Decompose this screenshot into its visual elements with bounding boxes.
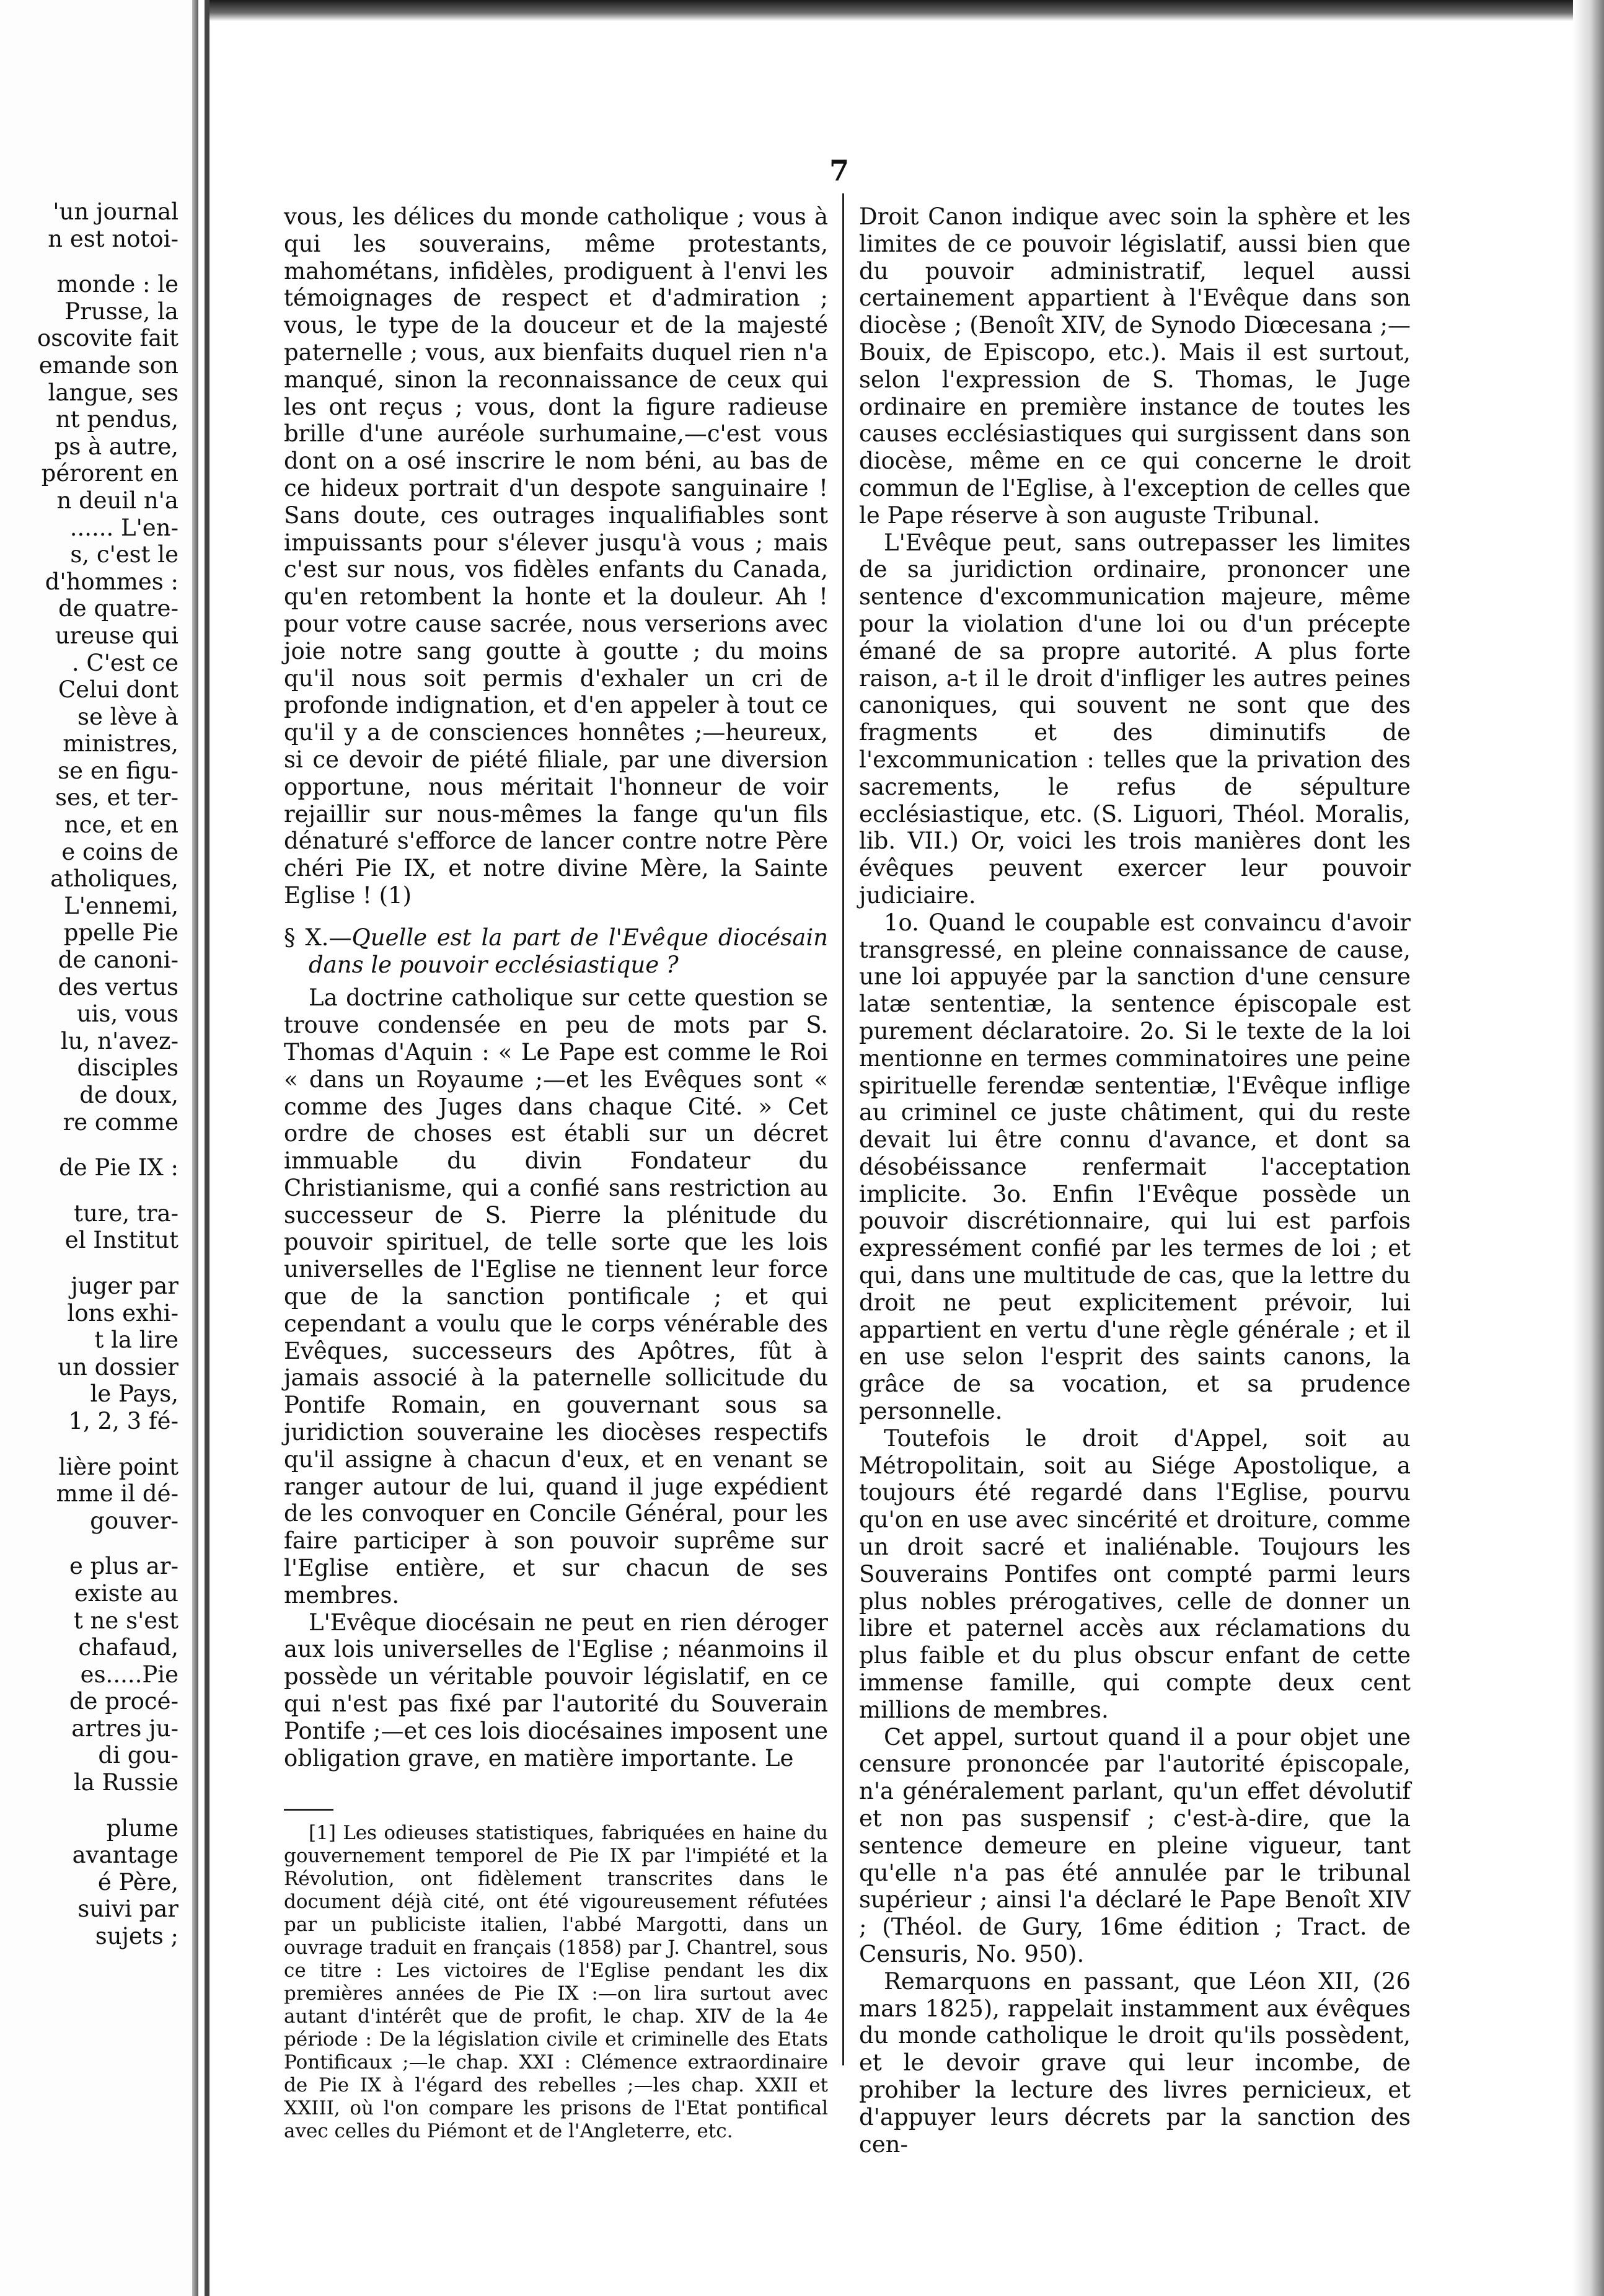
left-page-fragment: disciples [77,1054,178,1082]
left-page-fragment: pérorent en [41,460,178,487]
left-page-edge [0,0,198,2296]
left-page-fragment: n est notoi- [48,225,178,252]
column-left [284,203,828,2143]
left-page-fragment: juger par [71,1272,178,1299]
left-page-fragment: emande son [38,351,178,379]
paragraph: L'Evêque peut, sans outrepasser les limites de sa juridiction ordinaire, prononcer une sentence d'excommunication majeure, même pour la violation d'une loi ou d'un précepte émané de sa propre autorité. A plus forte raison, a-t il le droit d'infliger les autres peines canoniques, qui souvent ne sont que des fragments et des diminutifs de l'excommunication : telles que la privation des sacrements, le refus de sépulture ecclésiastique, etc. (S. Liguori, Théol. Moralis, lib. VII.) Or, voici les trois manières dont les évêques peuvent exercer leur pouvoir judiciaire. [859,529,1411,909]
left-page-fragment: 1, 2, 3 fé- [68,1407,178,1434]
paragraph: 1o. Quand le coupable est convaincu d'avoir transgressé, en pleine connaissance de cause, une loi appuyée par la sanction d'une censure latæ sententiæ, la sentence épiscopale est purement déclaratoire. 2o. Si le texte de la loi mentionne en termes comminatoires une peine spirituelle ferendæ sententiæ, l'Evêque inflige au criminel ce juste châtiment, qui du reste devait lui être connu d'avance, et dont sa désobéissance renfermait l'acceptation implicite. 3o. Enfin l'Evêque possède un pouvoir discrétionnaire, qui lui est parfois expressément confié par les termes de loi ; et qui, dans une multitude de cas, que la lettre du droit ne peut explicitement prévoir, lui appartient en vertu d'une règle générale ; et il en use selon l'esprit des saints canons, la grâce de sa vocation, et sa prudence personnelle. [859,909,1411,1425]
left-page-fragment: t la lire [94,1327,178,1354]
footnote-divider [284,1809,333,1811]
left-page-fragment: lière point [58,1453,178,1480]
left-page-fragment: s, c'est le [70,541,178,568]
left-page-fragment: ture, tra- [74,1199,178,1227]
column-divider [842,193,844,2065]
left-page-fragment: nce, et en [64,811,178,839]
paragraph: L'Evêque diocésain ne peut en rien déroger aux lois universelles de l'Eglise ; néanmoins il possède un véritable pouvoir législatif, en ce qui n'est pas fixé par l'autorité du Souverain Pontife ;—et ces lois diocésaines imposent une obligation grave, en matière importante. Le [284,1609,828,1772]
page-top-border [205,0,1604,21]
left-page-fragment: sujets ; [95,1923,178,1950]
left-page-fragment: Celui dont [58,676,178,704]
paragraph: La doctrine catholique sur cette question se trouve condensée en peu de mots par S. Thomas d'Aquin : « Le Pape est comme le Roi « dans un Royaume ;—et les Evêques sont « comme des Juges dans chaque Cité. » Cet ordre de choses est établi sur un décret immuable du divin Fondateur du Christianisme, qui a confié sans restriction au successeur de S. Pierre la plénitude du pouvoir spirituel, de telle sorte que les lois universelles de l'Eglise ne tiennent leur force que de la sanction pontificale ; et qui cependant a voulu que le corps vénérable des Evêques, successeurs des Apôtres, fût à jamais associé à la paternelle sollicitude du Pontife Romain, en gouvernant sous sa juridiction souveraine les diocèses respectifs qu'il assigne à chacun d'eux, et en venant se ranger autour de lui, quand il juge expédient de les convoquer en Concile Général, pour les faire participer à son pouvoir suprême sur l'Eglise entière, et sur chacun de ses membres. [284,984,828,1609]
left-page-text-fragments [0,198,178,1950]
left-page-fragment: plume [106,1814,178,1842]
left-page-fragment: ses, et ter- [55,784,178,811]
left-page-fragment: suivi par [77,1896,178,1923]
left-page-fragment: mme il dé- [56,1480,178,1508]
paragraph: Droit Canon indique avec soin la sphère et les limites de ce pouvoir législatif, aussi bien que du pouvoir administratif, lequel aussi certainement appartient à l'Evêque dans son diocèse ; (Benoît XIV, de Synodo Diœcesana ;—Bouix, de Episcopo, etc.). Mais il est surtout, selon l'expression de S. Thomas, le Juge ordinaire en première instance de toutes les causes ecclésiastiques qui surgissent dans son diocèse, même en ce qui concerne le droit commun de l'Eglise, à l'exception de celles que le Pape réserve à son auguste Tribunal. [859,203,1411,529]
column-right [859,203,1411,2158]
left-page-fragment: se lève à [77,703,178,730]
left-page-fragment: langue, ses [48,379,178,406]
left-page-fragment: oscovite fait [37,325,178,352]
left-page-fragment: d'hommes : [45,568,178,595]
page-fold-shadow [192,0,198,2296]
left-page-fragment: le Pays, [90,1380,178,1408]
left-page-fragment: n deuil n'a [56,487,178,514]
left-page-fragment: e plus ar- [69,1553,178,1580]
left-page-fragment: de procé- [69,1688,178,1715]
left-page-fragment: chafaud, [78,1634,178,1661]
left-page-fragment: Prusse, la [64,298,178,325]
left-page-fragment: se en figu- [58,757,178,784]
left-page-fragment: di gou- [98,1742,178,1769]
left-page-fragment: 'un journal [53,198,178,225]
left-page-fragment: atholiques, [50,865,178,893]
left-page-fragment: é Père, [97,1868,178,1896]
left-page-fragment: el Institut [64,1227,178,1254]
right-page [205,0,1604,2296]
paragraph: Cet appel, surtout quand il a pour objet une censure prononcée par l'autorité épiscopale, n'a généralement parlant, qu'un effet dévolutif et non pas suspensif ; c'est-à-dire, que la sentence demeure en pleine vigueur, tant qu'elle n'a pas été annulée par le tribunal supérieur ; ainsi l'a déclaré le Pape Benoît XIV ; (Théol. de Gury, 16me édition ; Tract. de Censuris, No. 950). [859,1723,1411,1967]
left-page-fragment: nt pendus, [55,406,178,433]
section-mark: § X.— [284,924,352,951]
left-page-fragment: de canoni- [58,947,178,974]
page-right-edge-shadow [1573,0,1604,2296]
left-page-fragment: ...... L'en- [69,514,178,541]
left-page-fragment: de doux, [79,1082,178,1108]
left-page-fragment: es.....Pie [80,1661,178,1688]
left-page-fragment: ppelle Pie [63,919,178,947]
left-page-fragment: de quatre- [58,595,178,622]
left-page-fragment: de Pie IX : [59,1154,178,1181]
left-page-fragment: la Russie [73,1769,178,1796]
left-page-fragment: ministres, [63,730,178,757]
left-page-fragment: gouver- [90,1507,178,1534]
paragraph: vous, les délices du monde catholique ; vous à qui les souverains, même protestants, mahométans, infidèles, prodiguent à l'envi les témoignages de respect et d'admiration ; vous, le type de la douceur et de la majesté paternelle ; vous, aux bienfaits duquel rien n'a manqué, sinon la reconnaissance de ceux qui les ont reçus ; vous, dont la figure radieuse brille d'une auréole surhumaine,—c'est vous dont on a osé inscrire le nom béni, au bas de ce hideux portrait d'un despote sanguinaire ! Sans doute, ces outrages inqualifiables sont impuissants pour s'élever jusqu'à vous ; mais c'est sur nous, vos fidèles enfants du Canada, qu'en retombent la honte et la douleur. Ah ! pour votre cause sacrée, nous verserions avec joie notre sang goutte à goutte ; du moins qu'il nous soit permis d'exhaler un cri de profonde indignation, et d'en appeler à tout ce qu'il y a de consciences honnêtes ;—heureux, si ce devoir de piété filiale, par une diversion opportune, nous méritait l'honneur de voir rejaillir sur nous-mêmes la fange qu'un fils dénaturé s'efforce de lancer contre notre Père chéri Pie IX, et notre divine Mère, la Sainte Eglise ! (1) [284,203,828,909]
page-left-border [205,0,209,2296]
left-page-fragment: un dossier [58,1353,178,1380]
left-page-fragment: avantage [72,1842,178,1869]
section-title: Quelle est la part de l'Evêque diocésain dans le pouvoir ecclésiastique ? [309,924,828,978]
left-page-fragment: artres ju- [71,1715,178,1742]
left-page-fragment: lu, n'avez- [60,1027,178,1054]
left-page-fragment: . C'est ce [71,649,178,676]
left-page-fragment: lons exhi- [67,1299,178,1327]
left-page-fragment: e coins de [61,838,178,865]
left-page-fragment: t ne s'est [73,1607,178,1634]
left-page-fragment: ps à autre, [54,433,178,460]
left-page-fragment: ureuse qui [55,622,178,649]
paragraph: Toutefois le droit d'Appel, soit au Métropolitain, soit au Siége Apostolique, a toujours été regardé dans l'Eglise, pourvu qu'on en use avec sincérité et droiture, comme un droit sacré et inaliénable. Toujours les Souverains Pontifes ont compté parmi leurs plus nobles prérogatives, celle de donner un libre et paternel accès aux réclamations du plus faible et du plus obscur enfant de cette immense famille, qui compte deux cent millions de membres. [859,1424,1411,1723]
left-page-fragment: monde : le [56,271,178,298]
page-number: 7 [829,154,850,187]
left-page-fragment: L'ennemi, [64,892,178,919]
paragraph: Remarquons en passant, que Léon XII, (26 mars 1825), rappelait instamment aux évêques du monde catholique le droit qu'ils possèdent, et le devoir grave qui leur incombe, de prohiber la lecture des livres pernicieux, et d'appuyer leurs décrets par la sanction des cen- [859,1967,1411,2158]
left-page-fragment: des vertus [58,973,178,1000]
left-page-fragment: uis, vous [76,1000,178,1028]
left-page-fragment: re comme [63,1108,178,1136]
footnote: [1] Les odieuses statistiques, fabriquées en haine du gouvernement temporel de Pie IX par l'impiété et la Révolution, ont fidèlement transcrites dans le document déjà cité, ont été vigoureusement réfutées par un publiciste italien, l'abbé Margotti, dans un ouvrage traduit en français (1858) par J. Chantrel, sous ce titre : Les victoires de l'Eglise pendant les dix premières années de Pie IX :—on lira surtout avec autant d'intérêt que de profit, le chap. XIV de la 4e période : De la législation civile et criminelle des Etats Pontificaux ;—le chap. XXI : Clémence extraordinaire de Pie IX à l'égard des rebelles ;—les chap. XXII et XXIII, où l'on compare les prisons de l'Etat pontifical avec celles du Piémont et de l'Angleterre, etc. [284,1822,828,2143]
left-page-fragment: existe au [74,1579,178,1607]
section-heading [284,924,828,979]
